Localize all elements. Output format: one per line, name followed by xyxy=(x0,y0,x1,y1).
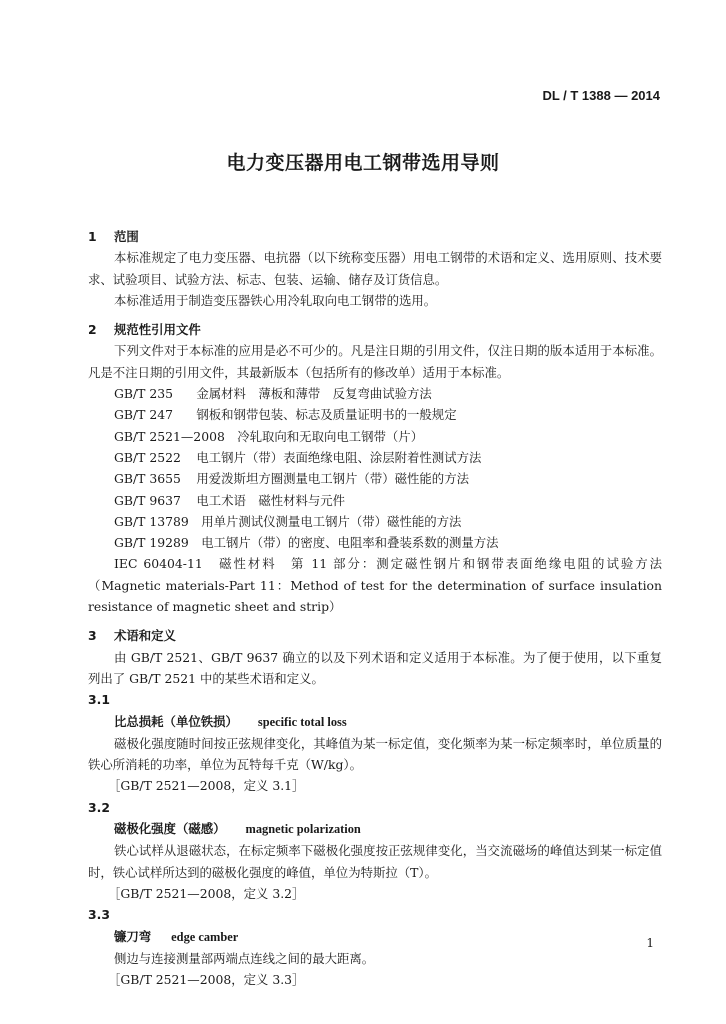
term-en: specific total loss xyxy=(257,714,347,729)
term-source: ［GB/T 2521—2008，定义 3.3］ xyxy=(108,972,305,988)
term-zh: 磁极化强度（磁感） xyxy=(114,821,226,837)
paragraph: 本标准规定了电力变压器、电抗器（以下统称变压器）用电工钢带的术语和定义、选用原则、技术要求、试验项目、试验方法、标志、包装、运输、储存及订货信息。 xyxy=(88,250,662,287)
reference-title: 电工术语 磁性材料与元件 xyxy=(196,492,346,508)
term-zh: 镰刀弯 xyxy=(114,928,152,944)
document-body xyxy=(88,218,662,990)
section-title: 术语和定义 xyxy=(114,628,176,644)
section-heading-normative-references xyxy=(88,319,662,340)
reference-title: 金属材料 薄板和薄带 反复弯曲试验方法 xyxy=(196,386,432,402)
reference-title: 电工钢片（带）的密度、电阻率和叠装系数的测量方法 xyxy=(201,535,499,551)
reference-item xyxy=(88,404,662,425)
reference-code: GB/T 19289 xyxy=(114,535,189,551)
reference-item xyxy=(88,383,662,404)
reference-code: GB/T 2521—2008 xyxy=(114,428,225,444)
reference-title: 冷轧取向和无取向电工钢带（片） xyxy=(237,428,424,444)
term-entry xyxy=(88,926,662,948)
paragraph: 由 GB/T 2521、GB/T 9637 确立的以及下列术语和定义适用于本标准。为了便于使用，以下重复列出了 GB/T 2521 中的某些术语和定义。 xyxy=(88,649,662,686)
term-definition: 磁极化强度随时间按正弦规律变化，其峰值为某一标定值，变化频率为某一标定频率时，单位质量的铁心所消耗的功率，单位为瓦特每千克（W/kg）。 xyxy=(88,735,662,773)
reference-title: 钢板和钢带包装、标志及质量证明书的一般规定 xyxy=(196,407,457,423)
standard-number: DL / T 1388 — 2014 xyxy=(542,88,660,103)
clause-number: 3.1 xyxy=(88,692,110,708)
section-number: 2 xyxy=(88,322,97,338)
reference-code: GB/T 2522 xyxy=(114,449,181,465)
paragraph: 本标准适用于制造变压器铁心用冷轧取向电工钢带的选用。 xyxy=(114,292,437,308)
section-title: 范围 xyxy=(114,229,139,244)
reference-code: GB/T 247 xyxy=(114,407,174,423)
term-source: ［GB/T 2521—2008，定义 3.1］ xyxy=(108,778,305,794)
term-entry xyxy=(88,711,662,733)
clause-number: 3.2 xyxy=(88,799,110,815)
term-source: ［GB/T 2521—2008，定义 3.2］ xyxy=(108,885,305,901)
reference-item xyxy=(88,447,662,468)
section-title: 规范性引用文件 xyxy=(114,322,201,338)
term-en: edge camber xyxy=(171,929,239,944)
reference-title: 电工钢片（带）表面绝缘电阻、涂层附着性测试方法 xyxy=(196,449,482,465)
clause-number: 3.3 xyxy=(88,907,110,923)
reference-item xyxy=(88,511,662,532)
reference-item xyxy=(88,468,662,489)
reference-item xyxy=(88,532,662,553)
reference-code: GB/T 13789 xyxy=(114,513,189,529)
reference-item xyxy=(88,426,662,447)
section-heading-scope xyxy=(88,226,662,247)
reference-title: 用爱泼斯坦方圈测量电工钢片（带）磁性能的方法 xyxy=(196,471,469,487)
document-title: 电力变压器用电工钢带选用导则 xyxy=(226,152,500,174)
term-definition: 铁心试样从退磁状态，在标定频率下磁极化强度按正弦规律变化，当交流磁场的峰值达到某一标定值时，铁心试样所达到的磁极化强度的峰值，单位为特斯拉（T）。 xyxy=(88,843,662,880)
term-entry xyxy=(88,818,662,840)
term-zh: 比总损耗（单位铁损） xyxy=(114,713,238,729)
reference-code: GB/T 235 xyxy=(114,386,174,402)
section-heading-terms-definitions xyxy=(88,625,662,646)
reference-title: 用单片测试仪测量电工钢片（带）磁性能的方法 xyxy=(201,513,462,529)
reference-item xyxy=(88,490,662,511)
reference-item-iec: IEC 60404-11 磁性材料 第 11 部分：测定磁性钢片和钢带表面绝缘电阻的试验方法（Magnetic materials-Part 11：Method of test for the determination of surface insulation resistance of magnetic sheet and strip） xyxy=(88,556,662,615)
term-definition: 侧边与连接测量部两端点连线之间的最大距离。 xyxy=(114,950,375,966)
paragraph: 下列文件对于本标准的应用是必不可少的。凡是注日期的引用文件，仅注日期的版本适用于本标准。凡是不注日期的引用文件，其最新版本（包括所有的修改单）适用于本标准。 xyxy=(88,343,662,380)
term-en: magnetic polarization xyxy=(245,822,361,837)
reference-code: GB/T 3655 xyxy=(114,471,181,487)
page-number: 1 xyxy=(646,936,654,950)
section-number: 3 xyxy=(88,628,97,644)
reference-code: GB/T 9637 xyxy=(114,492,181,508)
section-number: 1 xyxy=(88,229,97,244)
